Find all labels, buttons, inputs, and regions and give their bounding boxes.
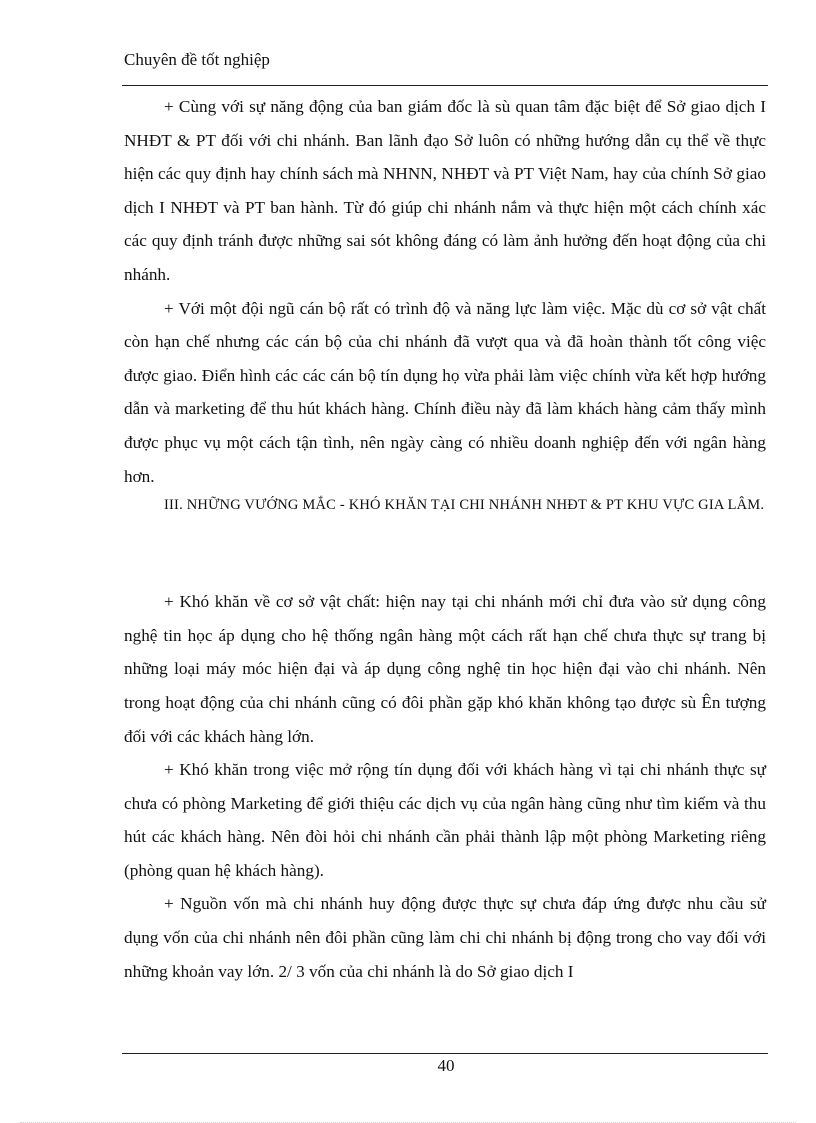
section-gap — [124, 517, 766, 585]
document-body — [124, 90, 766, 988]
paragraph-capital-mobilization: + Nguồn vốn mà chi nhánh huy động được thực sự chưa đáp ứng được nhu cầu sử dụng vốn của chi nhánh nên đôi phần cũng làm chi chi nhánh bị động trong cho vay đối với những khoản vay lớn. 2/ 3 vốn của chi nhánh là do Sở giao dịch I — [124, 894, 766, 981]
footer-divider — [122, 1053, 768, 1054]
paragraph-facilities-difficulty: + Khó khăn về cơ sở vật chất: hiện nay tại chi nhánh mới chỉ đưa vào sử dụng công nghệ tin học áp dụng cho hệ thống ngân hàng một cách rất hạn chế chưa thực sự trang bị những loại máy móc hiện đại và áp dụng công nghệ tin học hiện đại vào chi nhánh. Nên trong hoạt động của chi nhánh cũng có đôi phần gặp khó khăn không tạo được sù Ên tượng đối với các khách hàng lớn. — [124, 592, 766, 746]
section-heading: III. NHỮNG VƯỚNG MẮC - KHÓ KHĂN TẠI CHI NHÁNH NHĐT & PT KHU VỰC GIA LÂM. — [164, 497, 765, 514]
header-divider — [122, 85, 768, 86]
page-number: 40 — [437, 1056, 455, 1075]
page-header-title: Chuyên đề tốt nghiệp — [124, 50, 270, 69]
paragraph-staff-capability: + Với một đội ngũ cán bộ rất có trình độ và năng lực làm việc. Mặc dù cơ sở vật chất còn hạn chế nhưng các cán bộ của chi nhánh đã vượt qua và đã hoàn thành tốt công việc được giao. Điển hình các các cán bộ tín dụng họ vừa phải làm việc chính vừa kết hợp hướng dẫn và marketing để thu hút khách hàng. Chính điều này đã làm khách hàng cảm thấy mình được phục vụ một cách tận tình, nên ngày càng có nhiều doanh nghiệp đến với ngân hàng hơn. — [124, 298, 766, 486]
paragraph-credit-expansion-difficulty: + Khó khăn trong việc mở rộng tín dụng đối với khách hàng vì tại chi nhánh thực sự chưa có phòng Marketing để giới thiệu các dịch vụ của ngân hàng cũng như tìm kiếm và thu hút các khách hàng. Nên đòi hỏi chi nhánh cần phải thành lập một phòng Marketing riêng (phòng quan hệ khách hàng). — [124, 760, 766, 880]
paragraph-support-from-transaction-office: + Cùng với sự năng động của ban giám đốc là sù quan tâm đặc biệt để Sở giao dịch I NHĐT & PT đối với chi nhánh. Ban lãnh đạo Sở luôn có những hướng dẫn cụ thể về thực hiện các quy định hay chính sách mà NHNN, NHĐT và PT Việt Nam, hay của chính Sở giao dịch I NHĐT và PT ban hành. Từ đó giúp chi nhánh nắm và thực hiện một cách chính xác các quy định tránh được những sai sót không đáng có làm ảnh hưởng đến hoạt động của chi nhánh. — [124, 97, 766, 284]
